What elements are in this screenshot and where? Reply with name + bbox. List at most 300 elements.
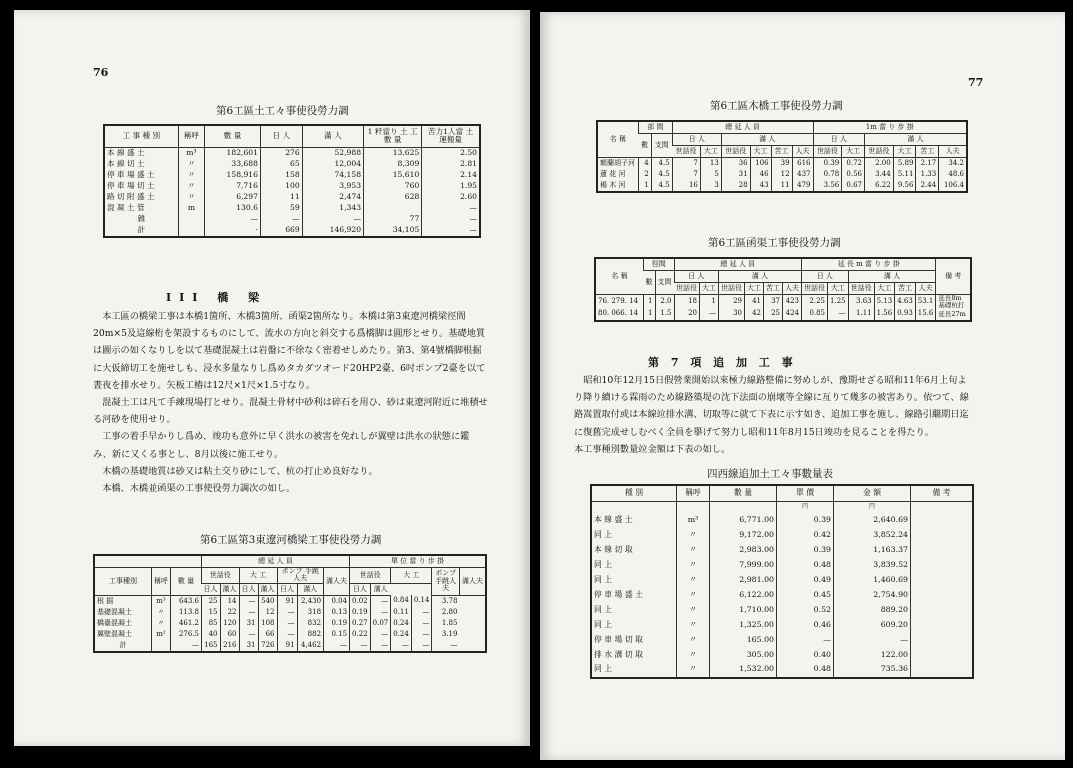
- cell: 85: [202, 618, 221, 629]
- table-row: [104, 203, 480, 214]
- cell: 29: [719, 295, 745, 309]
- cell: —: [422, 203, 480, 214]
- cell: 總 延 人 員: [672, 121, 813, 134]
- page-number: 77: [968, 76, 984, 89]
- cell: 146,920: [302, 225, 363, 237]
- cell: 7: [672, 158, 700, 170]
- table3: [596, 120, 968, 193]
- cell: ·: [205, 225, 261, 237]
- section-heading: 第 7 項 追 加 工 事: [648, 356, 797, 369]
- cell: 216: [220, 640, 239, 652]
- cell: 1.33: [916, 169, 939, 180]
- table5-header-row: [591, 485, 973, 501]
- cell: 305.00: [710, 648, 777, 663]
- cell: 稱呼: [152, 568, 171, 596]
- cell: 726: [258, 640, 277, 652]
- cell: 52,988: [302, 147, 363, 159]
- cell: 5.11: [893, 169, 916, 180]
- cell: [94, 555, 202, 568]
- cell: 1.5: [655, 309, 674, 321]
- table5-header: 種 別: [591, 485, 677, 501]
- cell: 〃: [677, 573, 710, 588]
- cell: 0.93: [895, 309, 916, 321]
- cell: 28: [721, 180, 750, 192]
- cell: —: [260, 214, 302, 225]
- cell: [911, 618, 974, 633]
- cell: 0.46: [777, 618, 834, 633]
- cell: 100: [260, 181, 302, 192]
- cell: 滿人夫: [324, 568, 350, 596]
- cell: 12: [258, 607, 277, 618]
- cell: 276: [260, 147, 302, 159]
- paragraph: 本工事種別數量竝金額は下表の如し。: [574, 443, 731, 455]
- table4-group-header: [595, 258, 971, 271]
- table1-header-row: [104, 125, 480, 147]
- body-text: [93, 308, 488, 497]
- cell: m³: [178, 147, 205, 159]
- cell: 15: [202, 607, 221, 618]
- cell: 滿 人: [719, 271, 802, 283]
- table-row: [597, 169, 967, 180]
- cell: 2.81: [422, 159, 480, 170]
- cell: 日人: [350, 583, 371, 595]
- cell: 0.14: [411, 595, 432, 607]
- cell: 世話役: [802, 283, 828, 295]
- cell: 大工: [828, 283, 849, 295]
- cell: 名 稱: [595, 258, 644, 295]
- table-row: [94, 629, 486, 640]
- cell: 1: [644, 309, 656, 321]
- page-76: [14, 10, 530, 746]
- cell: 13: [700, 158, 721, 170]
- cell: 1.85: [432, 618, 460, 629]
- cell: 苦工: [771, 146, 792, 158]
- cell: 6,297: [205, 192, 261, 203]
- paragraph: 工事の着手早かりし爲め、竣功も意外に早く洪水の被害を免れしが翼壁は洪水の狀態に鑑み、新に又くる事とし、8月以後に施工せり。: [93, 431, 470, 460]
- table2-group-header: [94, 555, 486, 568]
- cell: 5.89: [893, 158, 916, 170]
- cell: 人夫: [783, 283, 802, 295]
- cell: 120: [220, 618, 239, 629]
- cell: 1.11: [848, 309, 874, 321]
- cell: 25: [202, 595, 221, 607]
- cell: 雜: [137, 214, 146, 224]
- cell: 1: [639, 180, 652, 192]
- paragraph: 本橋、木橋並函渠の工事使役勞力調次の如し。: [102, 483, 296, 495]
- cell: 大工: [700, 283, 719, 295]
- cell: 楊 木 河: [600, 180, 626, 189]
- cell: 世話役: [719, 283, 745, 295]
- cell: [911, 501, 974, 513]
- table-row: [591, 663, 973, 678]
- cell: 106.4: [939, 180, 967, 192]
- body-text: [574, 372, 969, 458]
- cell: 42: [745, 309, 764, 321]
- cell: [364, 203, 422, 214]
- cell: 停 車 場 盛 土: [107, 170, 155, 180]
- table-row: [104, 159, 480, 170]
- cell: 〃: [178, 159, 205, 170]
- table5: [590, 484, 974, 679]
- cell: 2: [639, 169, 652, 180]
- cell: 同 上: [594, 529, 613, 539]
- cell: ポンプ 手跳人夫: [432, 568, 460, 596]
- cell: —: [277, 618, 297, 629]
- cell: 3.44: [864, 169, 893, 180]
- cell: 4.5: [651, 158, 672, 170]
- cell: 25: [764, 309, 783, 321]
- cell: [710, 501, 777, 513]
- cell: 80. 066. 14: [598, 309, 639, 318]
- cell: 31: [239, 618, 258, 629]
- cell: 4,462: [297, 640, 323, 652]
- cell: 數 量: [171, 568, 202, 596]
- cell: [677, 501, 710, 513]
- cell: 108: [258, 618, 277, 629]
- cell: 1.95: [422, 181, 480, 192]
- table4-sub-header: [595, 271, 971, 283]
- cell: 74,158: [302, 170, 363, 181]
- cell: 0.85: [802, 309, 828, 321]
- cell: 0.48: [777, 663, 834, 678]
- cell: 人夫: [939, 146, 967, 158]
- cell: 〃: [677, 603, 710, 618]
- table-row: [104, 147, 480, 159]
- table-row: [597, 180, 967, 192]
- cell: 橋臺混凝土: [97, 618, 132, 627]
- table1-header: 稱呼: [178, 125, 205, 147]
- cell: 世話役: [202, 568, 240, 584]
- cell: 0.04: [324, 595, 350, 607]
- cell: 0.22: [350, 629, 371, 640]
- cell: 7: [672, 169, 700, 180]
- cell: 大工: [750, 146, 771, 158]
- cell: 669: [260, 225, 302, 237]
- cell: 8,309: [364, 159, 422, 170]
- cell: 0.42: [777, 528, 834, 543]
- cell: 部 間: [639, 121, 673, 134]
- cell: 130.6: [205, 203, 261, 214]
- cell: 滿人: [258, 583, 277, 595]
- cell: 大工: [842, 146, 865, 158]
- table2-group-header-label: 總 延 人 員: [202, 555, 350, 568]
- cell: 11: [771, 180, 792, 192]
- cell: 91: [277, 640, 297, 652]
- cell: 12: [771, 169, 792, 180]
- cell: 4: [639, 158, 652, 170]
- cell: 31: [721, 169, 750, 180]
- cell: 276.5: [171, 629, 202, 640]
- cell: 支間: [655, 271, 674, 295]
- cell: 4.5: [651, 180, 672, 192]
- cell: 停 車 場 切 取: [594, 634, 643, 644]
- cell: 名 稱: [597, 121, 639, 158]
- cell: 7,716: [205, 181, 261, 192]
- table-row: [94, 607, 486, 618]
- cell: —: [422, 225, 480, 237]
- table5-unit-row: [591, 501, 973, 513]
- cell: —: [411, 629, 432, 640]
- cell: 本 線 切 取: [594, 544, 633, 554]
- cell: 6,771.00: [710, 513, 777, 528]
- cell: 0.24: [391, 618, 412, 629]
- cell: —: [350, 640, 371, 652]
- cell: 3: [700, 180, 721, 192]
- table-row: [104, 214, 480, 225]
- cell: 〃: [677, 648, 710, 663]
- table5-header: 稱呼: [677, 485, 710, 501]
- cell: 41: [745, 295, 764, 309]
- cell: 7,999.00: [710, 558, 777, 573]
- cell: 大 工: [239, 568, 277, 584]
- cell: —: [700, 309, 719, 321]
- cell: 2.80: [432, 607, 460, 618]
- cell: 11: [260, 192, 302, 203]
- cell: 2.14: [422, 170, 480, 181]
- cell: 0.15: [324, 629, 350, 640]
- table-row: [597, 158, 967, 170]
- cell: —: [777, 633, 834, 648]
- cell: 1: [644, 295, 656, 309]
- cell: 0.40: [777, 648, 834, 663]
- cell: 1.56: [874, 309, 895, 321]
- table-row: [591, 513, 973, 528]
- cell: 徑間: [644, 258, 675, 271]
- paragraph: 混凝土工は凡て手練現場打とせり。混凝土骨材中砂利は碎石を用ひ、砂は東遼河附近に堆積せる河砂を使用せり。: [93, 397, 488, 426]
- table-row: [94, 618, 486, 629]
- table5-header: 備 考: [911, 485, 974, 501]
- table1: [103, 124, 481, 238]
- cell: 437: [792, 169, 813, 180]
- cell: 2.17: [916, 158, 939, 170]
- cell: 3.63: [848, 295, 874, 309]
- cell: 832: [297, 618, 323, 629]
- cell: 1,343: [302, 203, 363, 214]
- cell: 計: [137, 225, 146, 235]
- cell: 66: [258, 629, 277, 640]
- cell: 34.2: [939, 158, 967, 170]
- cell: 滿人: [297, 583, 323, 595]
- table2: [93, 554, 487, 653]
- cell: —: [411, 618, 432, 629]
- cell: —: [370, 640, 391, 652]
- cell: 大工: [700, 146, 721, 158]
- cell: [152, 640, 171, 652]
- table-row: [591, 558, 973, 573]
- cell: 大工: [874, 283, 895, 295]
- cell: [911, 663, 974, 678]
- cell: 889.20: [834, 603, 911, 618]
- cell: 113.8: [171, 607, 202, 618]
- cell: 0.78: [813, 169, 842, 180]
- page-number: 76: [93, 66, 109, 79]
- cell: 〃: [677, 558, 710, 573]
- table-row: [591, 648, 973, 663]
- cell: 延長8m 基礎杭打: [936, 295, 971, 309]
- table3-sub-header: [597, 134, 967, 146]
- cell: —: [239, 595, 258, 607]
- cell: 工事種別: [94, 568, 152, 596]
- table-row: [104, 170, 480, 181]
- cell: 2.44: [916, 180, 939, 192]
- cell: 0.39: [777, 513, 834, 528]
- cell: 數: [639, 134, 652, 158]
- cell: 1,163.37: [834, 543, 911, 558]
- cell: 〃: [178, 170, 205, 181]
- cell: [911, 588, 974, 603]
- unit-label: 円: [834, 501, 911, 513]
- cell: 〃: [178, 192, 205, 203]
- cell: 65: [260, 159, 302, 170]
- cell: 計: [119, 640, 127, 649]
- cell: 540: [258, 595, 277, 607]
- cell: 0.56: [842, 169, 865, 180]
- cell: 0.13: [324, 607, 350, 618]
- cell: 本 線 盛 土: [107, 148, 145, 158]
- cell: 15,610: [364, 170, 422, 181]
- cell: 0.07: [370, 618, 391, 629]
- cell: 15.6: [915, 309, 936, 321]
- cell: —: [411, 607, 432, 618]
- cell: 3.78: [432, 595, 460, 607]
- cell: 同 上: [594, 604, 613, 614]
- cell: 1: [700, 295, 719, 309]
- cell: 77: [364, 214, 422, 225]
- cell: 106: [750, 158, 771, 170]
- cell: 91: [277, 595, 297, 607]
- cell: —: [171, 640, 202, 652]
- cell: 〃: [677, 618, 710, 633]
- cell: 0.24: [391, 629, 412, 640]
- cell: m³: [677, 513, 710, 528]
- cell: 609.20: [834, 618, 911, 633]
- cell: 0.48: [777, 558, 834, 573]
- table2-group-header-label: 單 位 當 り 步 掛: [350, 555, 486, 568]
- cell: 〃: [677, 663, 710, 678]
- table5-title: 四西線追加土工々事數量表: [707, 468, 833, 480]
- cell: 2,983.00: [710, 543, 777, 558]
- cell: 同 上: [594, 664, 613, 674]
- cell: 53.1: [915, 295, 936, 309]
- cell: 40: [202, 629, 221, 640]
- cell: 日 人: [674, 271, 719, 283]
- cell: 0.45: [777, 588, 834, 603]
- cell: 世話役: [848, 283, 874, 295]
- cell: 1.25: [828, 295, 849, 309]
- cell: 1,325.00: [710, 618, 777, 633]
- cell: —: [205, 214, 261, 225]
- cell: 苦工: [916, 146, 939, 158]
- table5-header: 數 量: [710, 485, 777, 501]
- cell: —: [239, 607, 258, 618]
- cell: 蓮 花 河: [600, 169, 626, 178]
- cell: 318: [297, 607, 323, 618]
- table-row: [591, 573, 973, 588]
- cell: 〃: [152, 607, 171, 618]
- cell: 12,004: [302, 159, 363, 170]
- cell: —: [277, 607, 297, 618]
- cell: 〃: [152, 618, 171, 629]
- table-total-row: [104, 225, 480, 237]
- cell: [911, 603, 974, 618]
- cell: 4.63: [895, 295, 916, 309]
- cell: 2.60: [422, 192, 480, 203]
- cell: 日 人: [802, 271, 849, 283]
- cell: 本 線 盛 土: [594, 514, 633, 524]
- cell: 混 凝 土 管: [107, 203, 145, 213]
- cell: 165.00: [710, 633, 777, 648]
- cell: 3,953: [302, 181, 363, 192]
- cell: —: [828, 309, 849, 321]
- table1-header: 日 人: [260, 125, 302, 147]
- cell: 大工: [745, 283, 764, 295]
- table-row: [591, 588, 973, 603]
- cell: 3,852.24: [834, 528, 911, 543]
- paragraph: 昭和10年12月15日假營業開始以來極力線路整備に努めしが、豫期せざる昭和11年6月上旬より降り續ける霖雨のため線路築堤の沈下法面の崩壞等全線に亙りて幾多の被害あり。依つて、線路嵩置取付或は本線竝排水溝、切取等に就て下表に示す如き、追加工事を施し、線路引繼期日迄に復舊完成せしむべく全員を擧げて努力し昭和11年8月15日竣功を見ることを得たり。: [574, 375, 969, 438]
- cell: 4.5: [651, 169, 672, 180]
- cell: —: [324, 640, 350, 652]
- cell: 日人: [202, 583, 221, 595]
- cell: 2,754.90: [834, 588, 911, 603]
- cell: [911, 648, 974, 663]
- cell: 苦工: [895, 283, 916, 295]
- cell: 158,916: [205, 170, 261, 181]
- cell: 20: [674, 309, 700, 321]
- table4-title: 第6工區函渠工事使役勞力調: [708, 237, 841, 249]
- cell: 2.25: [802, 295, 828, 309]
- cell: 世話役: [674, 283, 700, 295]
- cell: 424: [783, 309, 802, 321]
- cell: 461.2: [171, 618, 202, 629]
- cell: 根 掘: [97, 596, 114, 605]
- cell: 2.00: [864, 158, 893, 170]
- cell: 1,710.00: [710, 603, 777, 618]
- table-row: [591, 528, 973, 543]
- cell: 路 切 附 盛 土: [107, 192, 155, 202]
- cell: —: [391, 640, 412, 652]
- cell: —: [370, 595, 391, 607]
- cell: 30: [719, 309, 745, 321]
- paragraph: 本工區の橋梁工事は本橋1箇所、木橋3箇所、函渠2箇所なり。本橋は第3東遼河橋梁徑間20m×5及這線桁を架設するものにして、流水の方向と斜交する爲橋脚は圓形とせり。基礎地質は圖示の如くなりしを以て基礎混凝土は岩盤に不徐なく密着せしめたり。第3、第4號橋脚根掘に大仮締切工を施せしも、浸水多量なりし爲めタカダツオード20HP2臺、6吋ポンプ2臺を以て晝夜を排水せり。矢板工樁は12尺×1尺×1.5寸なり。: [93, 311, 486, 391]
- cell: 882: [297, 629, 323, 640]
- cell: 760: [364, 181, 422, 192]
- cell: 滿 人: [848, 271, 936, 283]
- cell: 額蘭胡子河: [600, 158, 635, 167]
- cell: 滿 人: [721, 134, 813, 146]
- cell: 2.0: [655, 295, 674, 309]
- cell: 165: [202, 640, 221, 652]
- cell: 支間: [651, 134, 672, 158]
- cell: 33,688: [205, 159, 261, 170]
- cell: 39: [771, 158, 792, 170]
- cell: 628: [364, 192, 422, 203]
- cell: 停 車 場 盛 土: [594, 589, 643, 599]
- cell: 0.02: [350, 595, 371, 607]
- table3-title: 第6工區木橋工事使役勞力調: [710, 100, 843, 112]
- table-row: [595, 309, 971, 321]
- table-row: [591, 543, 973, 558]
- cell: ポンプ 手跳人夫: [277, 568, 324, 584]
- cell: —: [422, 214, 480, 225]
- cell: 76. 279. 14: [598, 297, 639, 306]
- cell: [911, 633, 974, 648]
- cell: 延 長 m 當 り 步 掛: [802, 258, 936, 271]
- cell: 158: [260, 170, 302, 181]
- cell: 2,640.69: [834, 513, 911, 528]
- cell: 日 人: [813, 134, 864, 146]
- cell: 46: [750, 169, 771, 180]
- cell: 0.84: [391, 595, 412, 607]
